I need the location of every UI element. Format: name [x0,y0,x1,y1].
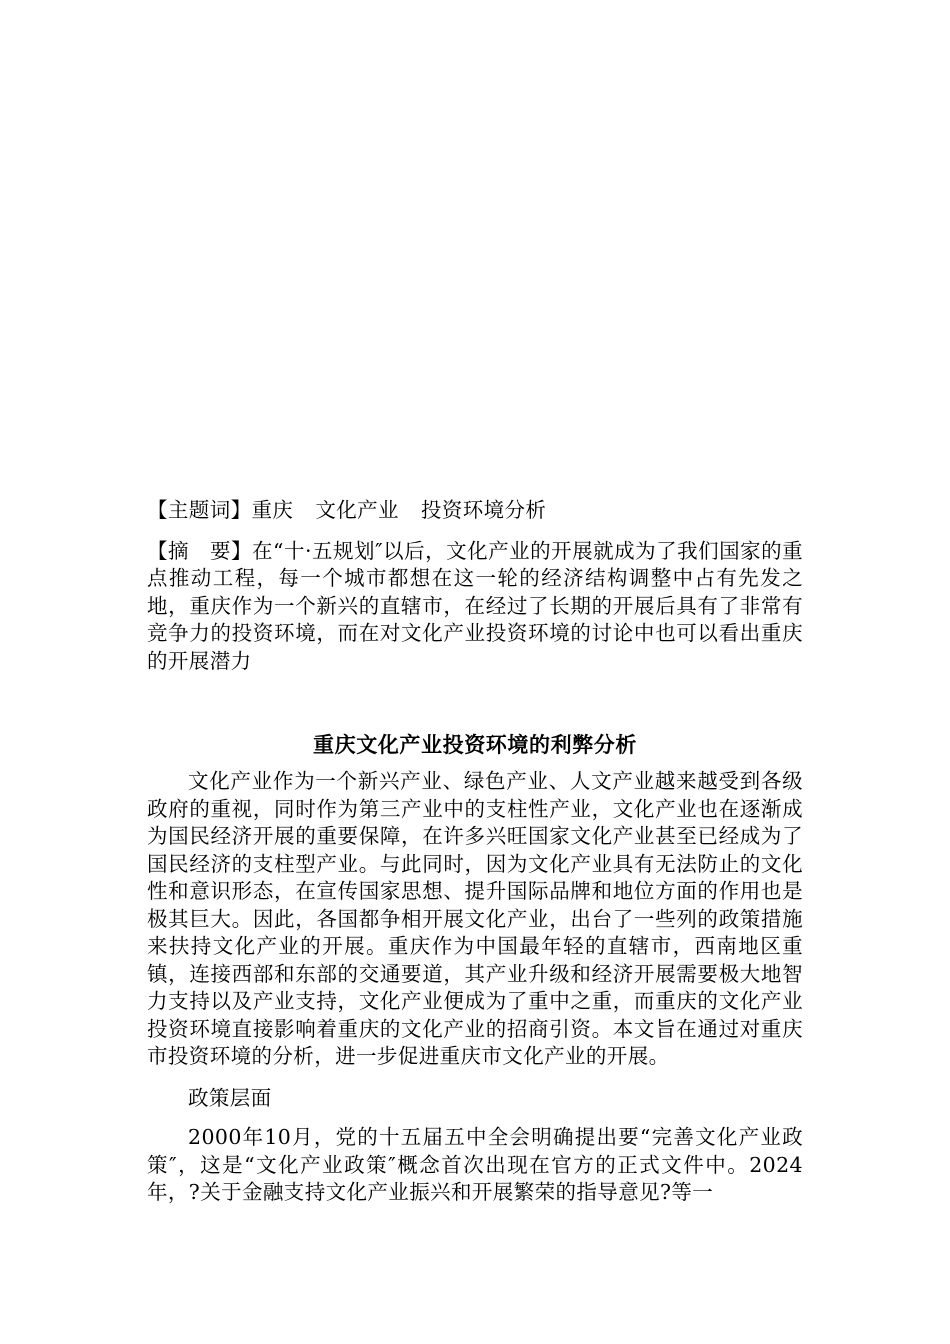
abstract-label: 【摘 要】 [147,538,252,563]
keyword-item: 文化产业 [315,498,399,522]
abstract [147,538,803,676]
section-heading: 政策层面 [188,1085,272,1110]
keywords-line [147,497,803,525]
document-title: 重庆文化产业投资环境的利弊分析 [313,732,637,757]
keyword-item: 重庆 [251,498,294,522]
policy-paragraph: 2000年10月，党的十五届五中全会明确提出要“完善文化产业政策″，这是“文化产业政策″概念首次出现在官方的正式文件中。2024年，?关于金融支持文化产业振兴和开展繁荣的指导意见?等一 [147,1125,803,1204]
abstract-text: 在“十·五规划″以后，文化产业的开展就成为了我们国家的重点推动工程，每一个城市都想在这一轮的经济结构调整中占有先发之地，重庆作为一个新兴的直辖市，在经过了长期的开展后具有了非常有竞争力的投资环境，而在对文化产业投资环境的讨论中也可以看出重庆的开展潜力 [147,538,804,673]
intro-paragraph: 文化产业作为一个新兴产业、绿色产业、人文产业越来越受到各级政府的重视，同时作为第三产业中的支柱性产业，文化产业也在逐渐成为国民经济开展的重要保障，在许多兴旺国家文化产业甚至已经成为了国民经济的支柱型产业。与此同时，因为文化产业具有无法防止的文化性和意识形态，在宣传国家思想、提升国际品牌和地位方面的作用也是极其巨大。因此，各国都争相开展文化产业，出台了一些列的政策措施来扶持文化产业的开展。重庆作为中国最年轻的直辖市，西南地区重镇，连接西部和东部的交通要道，其产业升级和经济开展需要极大地智力支持以及产业支持，文化产业便成为了重中之重，而重庆的文化产业投资环境直接影响着重庆的文化产业的招商引资。本文旨在通过对重庆市投资环境的分析，进一步促进重庆市文化产业的开展。 [147,769,803,1068]
keywords-label: 【主题词】 [147,498,252,522]
document-body [147,497,803,1207]
keyword-item: 投资环境分析 [420,498,547,522]
